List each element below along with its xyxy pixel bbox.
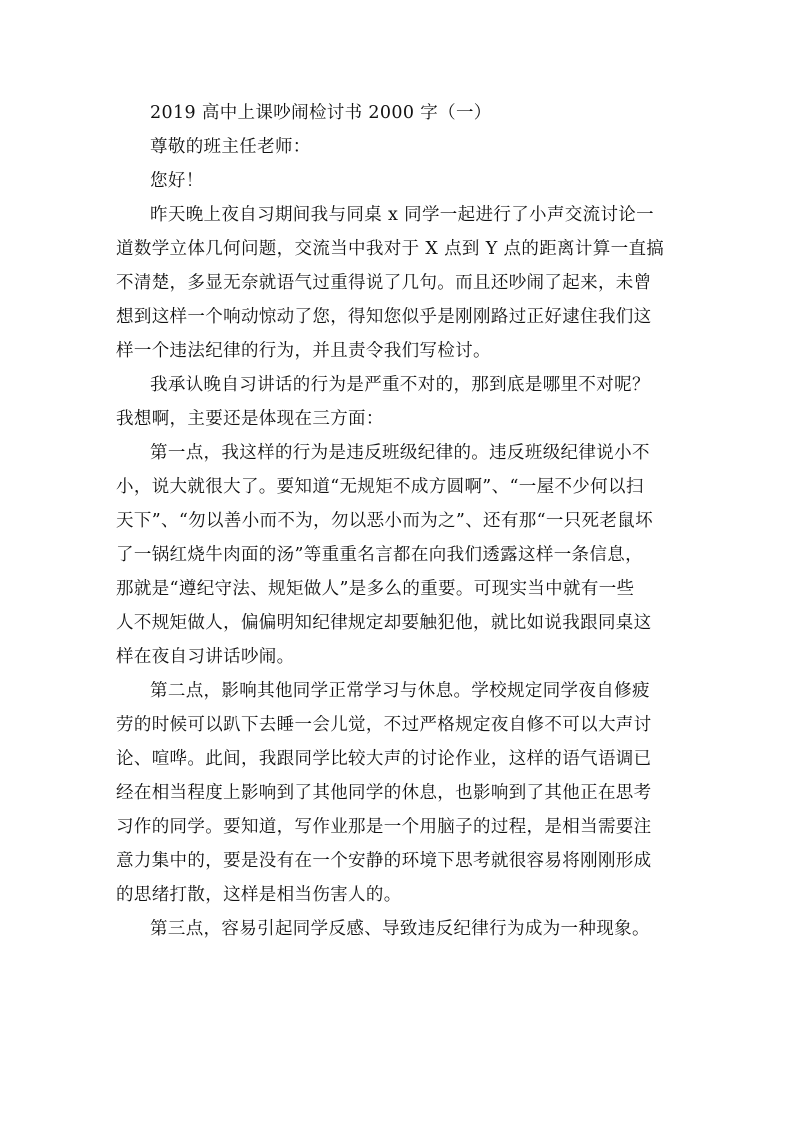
document-title: 2019 高中上课吵闹检讨书 2000 字（一） xyxy=(150,103,492,123)
paragraph-line: 意力集中的，要是没有在一个安静的环境下思考就很容易将刚刚形成 xyxy=(116,851,652,871)
paragraph-line: 论、喧哗。此间，我跟同学比较大声的讨论作业，这样的语气语调已 xyxy=(116,749,652,769)
paragraph-line: 了一锅红烧牛肉面的汤”等重重名言都在向我们透露这样一条信息， xyxy=(116,545,643,565)
paragraph-line: 天下”、“勿以善小而不为，勿以恶小而为之”、还有那“一只死老鼠坏 xyxy=(116,511,653,531)
paragraph-line: 样一个违法纪律的行为，并且责令我们写检讨。 xyxy=(116,341,491,361)
greeting: 您好！ xyxy=(150,171,204,191)
paragraph-2 xyxy=(116,368,682,436)
paragraph-line: 的思绪打散，这样是相当伤害人的。 xyxy=(116,885,402,905)
paragraph-5 xyxy=(116,912,682,946)
paragraph-line: 想到这样一个响动惊动了您，得知您似乎是刚刚路过正好逮住我们这 xyxy=(116,307,652,327)
paragraph-line: 经在相当程度上影响到了其他同学的休息，也影响到了其他正在思考 xyxy=(116,783,652,803)
paragraph-line: 那就是“遵纪守法、规矩做人”是多么的重要。可现实当中就有一些 xyxy=(116,579,635,599)
paragraph-line: 我承认晚自习讲话的行为是严重不对的，那到底是哪里不对呢？ xyxy=(150,375,650,395)
salutation: 尊敬的班主任老师： xyxy=(150,137,311,157)
paragraph-line: 昨天晚上夜自习期间我与同桌 x 同学一起进行了小声交流讨论一 xyxy=(150,205,654,225)
paragraph-line: 人不规矩做人，偏偏明知纪律规定却要触犯他，就比如说我跟同桌这 xyxy=(116,613,652,633)
paragraph-3 xyxy=(116,436,682,674)
paragraph-line: 第一点，我这样的行为是违反班级纪律的。违反班级纪律说小不 xyxy=(150,443,650,463)
paragraph-1 xyxy=(116,198,682,368)
paragraph-4 xyxy=(116,674,682,912)
paragraph-line: 不清楚，多显无奈就语气过重得说了几句。而且还吵闹了起来，未曾 xyxy=(116,273,652,293)
paragraph-line: 道数学立体几何问题，交流当中我对于 X 点到 Y 点的距离计算一直搞 xyxy=(116,239,665,259)
paragraph-line: 样在夜自习讲话吵闹。 xyxy=(116,647,295,667)
paragraph-line: 习作的同学。要知道，写作业那是一个用脑子的过程，是相当需要注 xyxy=(116,817,652,837)
paragraph-line: 第三点，容易引起同学反感、导致违反纪律行为成为一种现象。 xyxy=(150,919,650,939)
paragraph-line: 小，说大就很大了。要知道“无规矩不成方圆啊”、“一屋不少何以扫 xyxy=(116,477,644,497)
paragraph-line: 第二点，影响其他同学正常学习与休息。学校规定同学夜自修疲 xyxy=(150,681,650,701)
paragraph-line: 劳的时候可以趴下去睡一会儿觉，不过严格规定夜自修不可以大声讨 xyxy=(116,715,652,735)
document-page xyxy=(116,96,682,946)
paragraph-line: 我想啊，主要还是体现在三方面： xyxy=(116,409,384,429)
